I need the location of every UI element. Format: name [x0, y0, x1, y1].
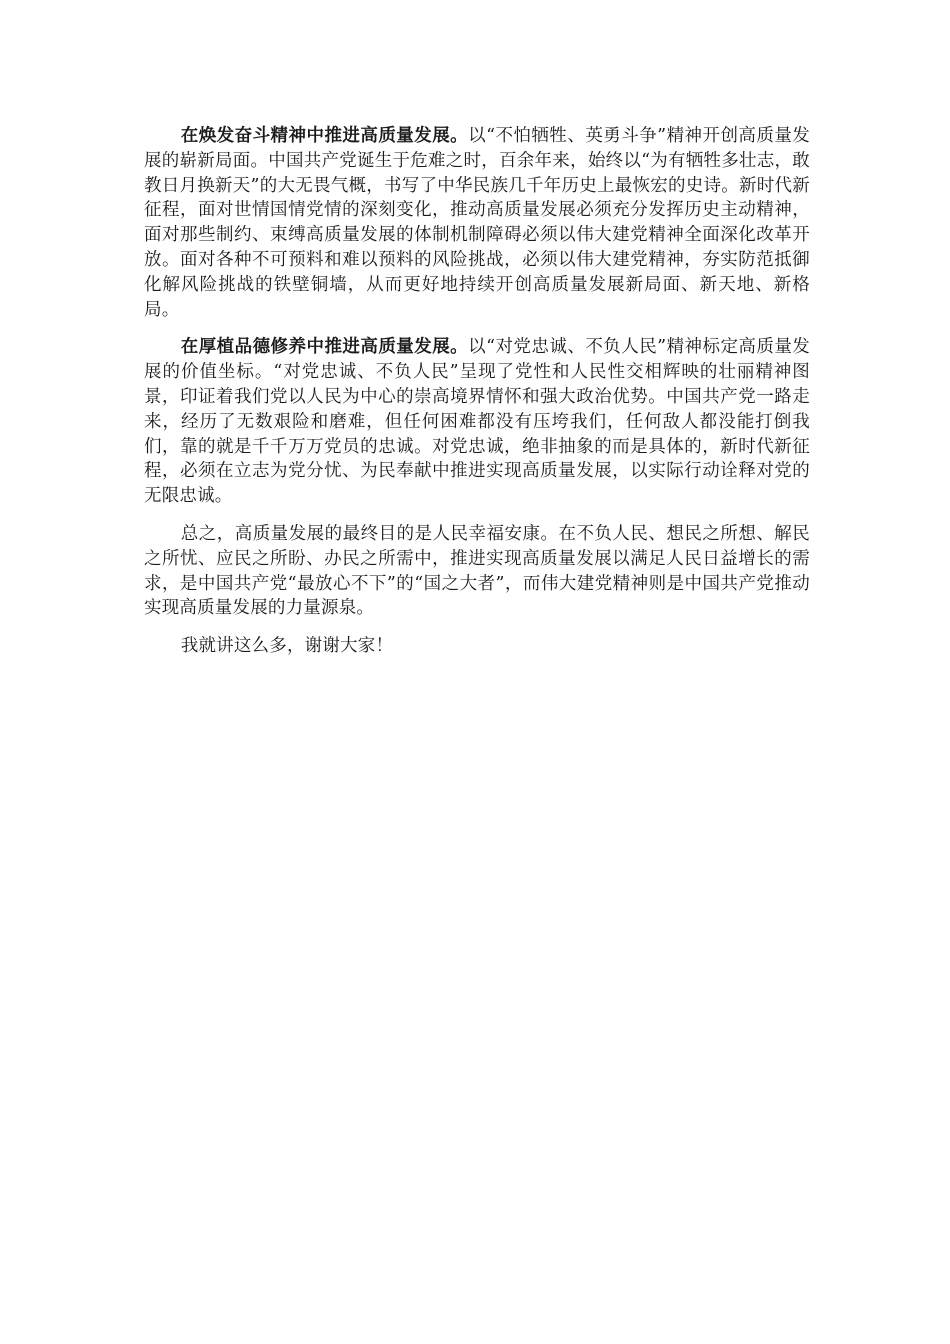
paragraph-text: 以“对党忠诚、不负人民”精神标定高质量发展的价值坐标。“对党忠诚、不负人民”呈现了党性和人民性交相辉映的壮丽精神图景，印证着我们党以人民为中心的崇高境界情怀和强大政治优势。中国共产党一路走来，经历了无数艰险和磨难，但任何困难都没有压垮我们，任何敌人都没能打倒我们，靠的就是千千万万党员的忠诚。对党忠诚，绝非抽象的而是具体的，新时代新征程，必须在立志为党分忧、为民奉献中推进实现高质量发展，以实际行动诠释对党的无限忠诚。 — [144, 337, 810, 507]
paragraph-heading: 在厚植品德修养中推进高质量发展。 — [180, 337, 469, 358]
paragraph-struggle-spirit — [144, 124, 810, 322]
paragraph-conclusion — [144, 522, 810, 621]
document-body — [144, 124, 810, 659]
paragraph-text: 我就讲这么多，谢谢大家！ — [180, 636, 394, 657]
paragraph-closing — [144, 634, 810, 659]
paragraph-text: 总之，高质量发展的最终目的是人民幸福安康。在不负人民、想民之所想、解民之所忧、应民之所盼、办民之所需中，推进实现高质量发展以满足人民日益增长的需求，是中国共产党“最放心不下”的“国之大者”，而伟大建党精神则是中国共产党推动实现高质量发展的力量源泉。 — [144, 523, 810, 619]
paragraph-moral-cultivation — [144, 335, 810, 509]
paragraph-text: 以“不怕牺牲、英勇斗争”精神开创高质量发展的崭新局面。中国共产党诞生于危难之时，百余年来，始终以“为有牺牲多壮志，敢教日月换新天”的大无畏气概，书写了中华民族几千年历史上最恢宏的史诗。新时代新征程，面对世情国情党情的深刻变化，推动高质量发展必须充分发挥历史主动精神，面对那些制约、束缚高质量发展的体制机制障碍必须以伟大建党精神全面深化改革开放。面对各种不可预料和难以预料的风险挑战，必须以伟大建党精神，夯实防范抵御化解风险挑战的铁壁铜墙，从而更好地持续开创高质量发展新局面、新天地、新格局。 — [144, 126, 810, 320]
paragraph-heading: 在焕发奋斗精神中推进高质量发展。 — [180, 126, 469, 146]
